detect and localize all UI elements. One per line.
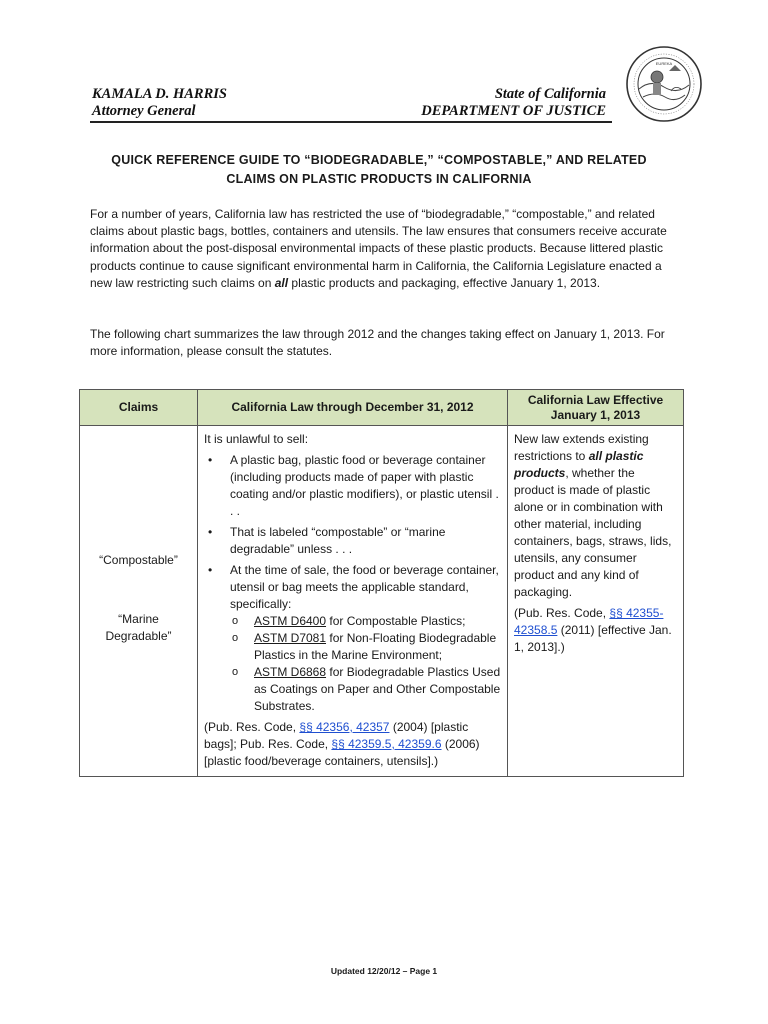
standard-code: ASTM D6400	[254, 614, 327, 628]
header-divider	[90, 121, 612, 123]
header-law-2012: California Law through December 31, 2012	[198, 390, 508, 426]
bullet-item: • That is labeled “compostable” or “marine degradable” unless . . .	[204, 524, 501, 558]
intro-emphasis: all	[274, 275, 289, 290]
law-2012-bullets	[204, 452, 501, 715]
cite-text: (Pub. Res. Code,	[204, 720, 300, 734]
cite-text: (2004) [plastic bags]; Pub. Res. Code,	[204, 720, 469, 751]
svg-text:EUREKA: EUREKA	[655, 61, 673, 66]
standard-code: ASTM D6868	[254, 665, 327, 679]
claims-cell	[80, 426, 198, 777]
header-right	[421, 86, 606, 120]
intro-text-b: plastic products and packaging, effective January 1, 2013.	[288, 275, 601, 290]
department-name: DEPARTMENT OF JUSTICE	[421, 103, 606, 119]
page-footer: Updated 12/20/12 – Page 1	[330, 966, 438, 976]
page-title	[80, 151, 678, 189]
claims-law-table	[79, 389, 684, 777]
statute-link-42356[interactable]: §§ 42356, 42357	[299, 720, 390, 734]
standard-item	[230, 664, 501, 715]
cite-text: (Pub. Res. Code,	[514, 606, 610, 620]
cite-text: (2011) [effective Jan. 1, 2013].)	[514, 623, 672, 654]
claim-compostable: “Compostable”	[99, 552, 178, 567]
table-header-row	[80, 390, 684, 426]
attorney-general-name: KAMALA D. HARRIS	[92, 86, 227, 102]
law-2013-citation	[514, 605, 677, 656]
law-2013-text-b: , whether the product is made of plastic alone or in combination with other material, including containers, bags, straws, lids, utensils, any consumer product and any kind of packaging.	[514, 466, 672, 599]
state-name: State of California	[494, 86, 606, 102]
standard-text: for Compostable Plastics;	[326, 614, 466, 628]
title-line-1: QUICK REFERENCE GUIDE TO “BIODEGRADABLE,” “COMPOSTABLE,” AND RELATED	[111, 153, 647, 167]
standard-text: for Non-Floating Biodegradable Plastics in the Marine Environment;	[254, 631, 497, 662]
law-2013-emphasis: all plastic products	[514, 449, 644, 480]
standard-code: ASTM D7081	[254, 631, 327, 645]
title-line-2: CLAIMS ON PLASTIC PRODUCTS IN CALIFORNIA	[226, 172, 532, 186]
header-claims: Claims	[80, 390, 198, 426]
bullet-item: • A plastic bag, plastic food or beverage container (including products made of paper with plastic coating and/or plastic modifiers), or plastic utensil . . .	[204, 452, 501, 520]
california-state-seal	[625, 45, 703, 123]
standards-list	[230, 613, 501, 715]
law-2012-cell	[198, 426, 508, 777]
standard-text: for Biodegradable Plastics Used as Coatings on Paper and Other Compostable Substrates.	[254, 665, 501, 713]
attorney-general-title: Attorney General	[92, 103, 196, 119]
intro-paragraph	[90, 206, 680, 292]
law-2013-text-a: New law extends existing restrictions to	[514, 432, 649, 463]
law-2013-text	[514, 431, 677, 601]
claim-marine-degradable: “Marine Degradable”	[105, 611, 172, 643]
table-row	[80, 426, 684, 777]
cite-text: (2006) [plastic food/beverage containers, utensils].)	[204, 737, 480, 768]
bullet-text: At the time of sale, the food or beverage container, utensil or bag meets the applicable standard, specifically:	[230, 563, 499, 611]
bullet-item	[204, 562, 501, 715]
chart-summary-paragraph: The following chart summarizes the law through 2012 and the changes taking effect on January 1, 2013. For more information, please consult the statutes.	[90, 327, 665, 359]
law-2012-intro: It is unlawful to sell:	[204, 432, 309, 446]
intro-text-a: For a number of years, California law has restricted the use of “biodegradable,” “compostable,” and related claims about plastic bags, bottles, containers and utensils. The law ensures that consumers receive accurate information about the post-disposal environmental impacts of these plastic products. Because littered plastic products continue to cause significant environmental harm in California, the California Legislature enacted a new law restricting such claims on	[90, 207, 667, 290]
statute-link-42359[interactable]: §§ 42359.5, 42359.6	[331, 737, 442, 751]
standard-item	[230, 613, 501, 630]
header-law-2013: California Law Effective January 1, 2013	[508, 390, 684, 426]
law-2012-citation	[204, 719, 501, 770]
standard-item	[230, 630, 501, 664]
header-left	[92, 86, 227, 120]
statute-link-42355[interactable]: §§ 42355-42358.5	[514, 606, 664, 637]
law-2013-cell	[508, 426, 684, 777]
